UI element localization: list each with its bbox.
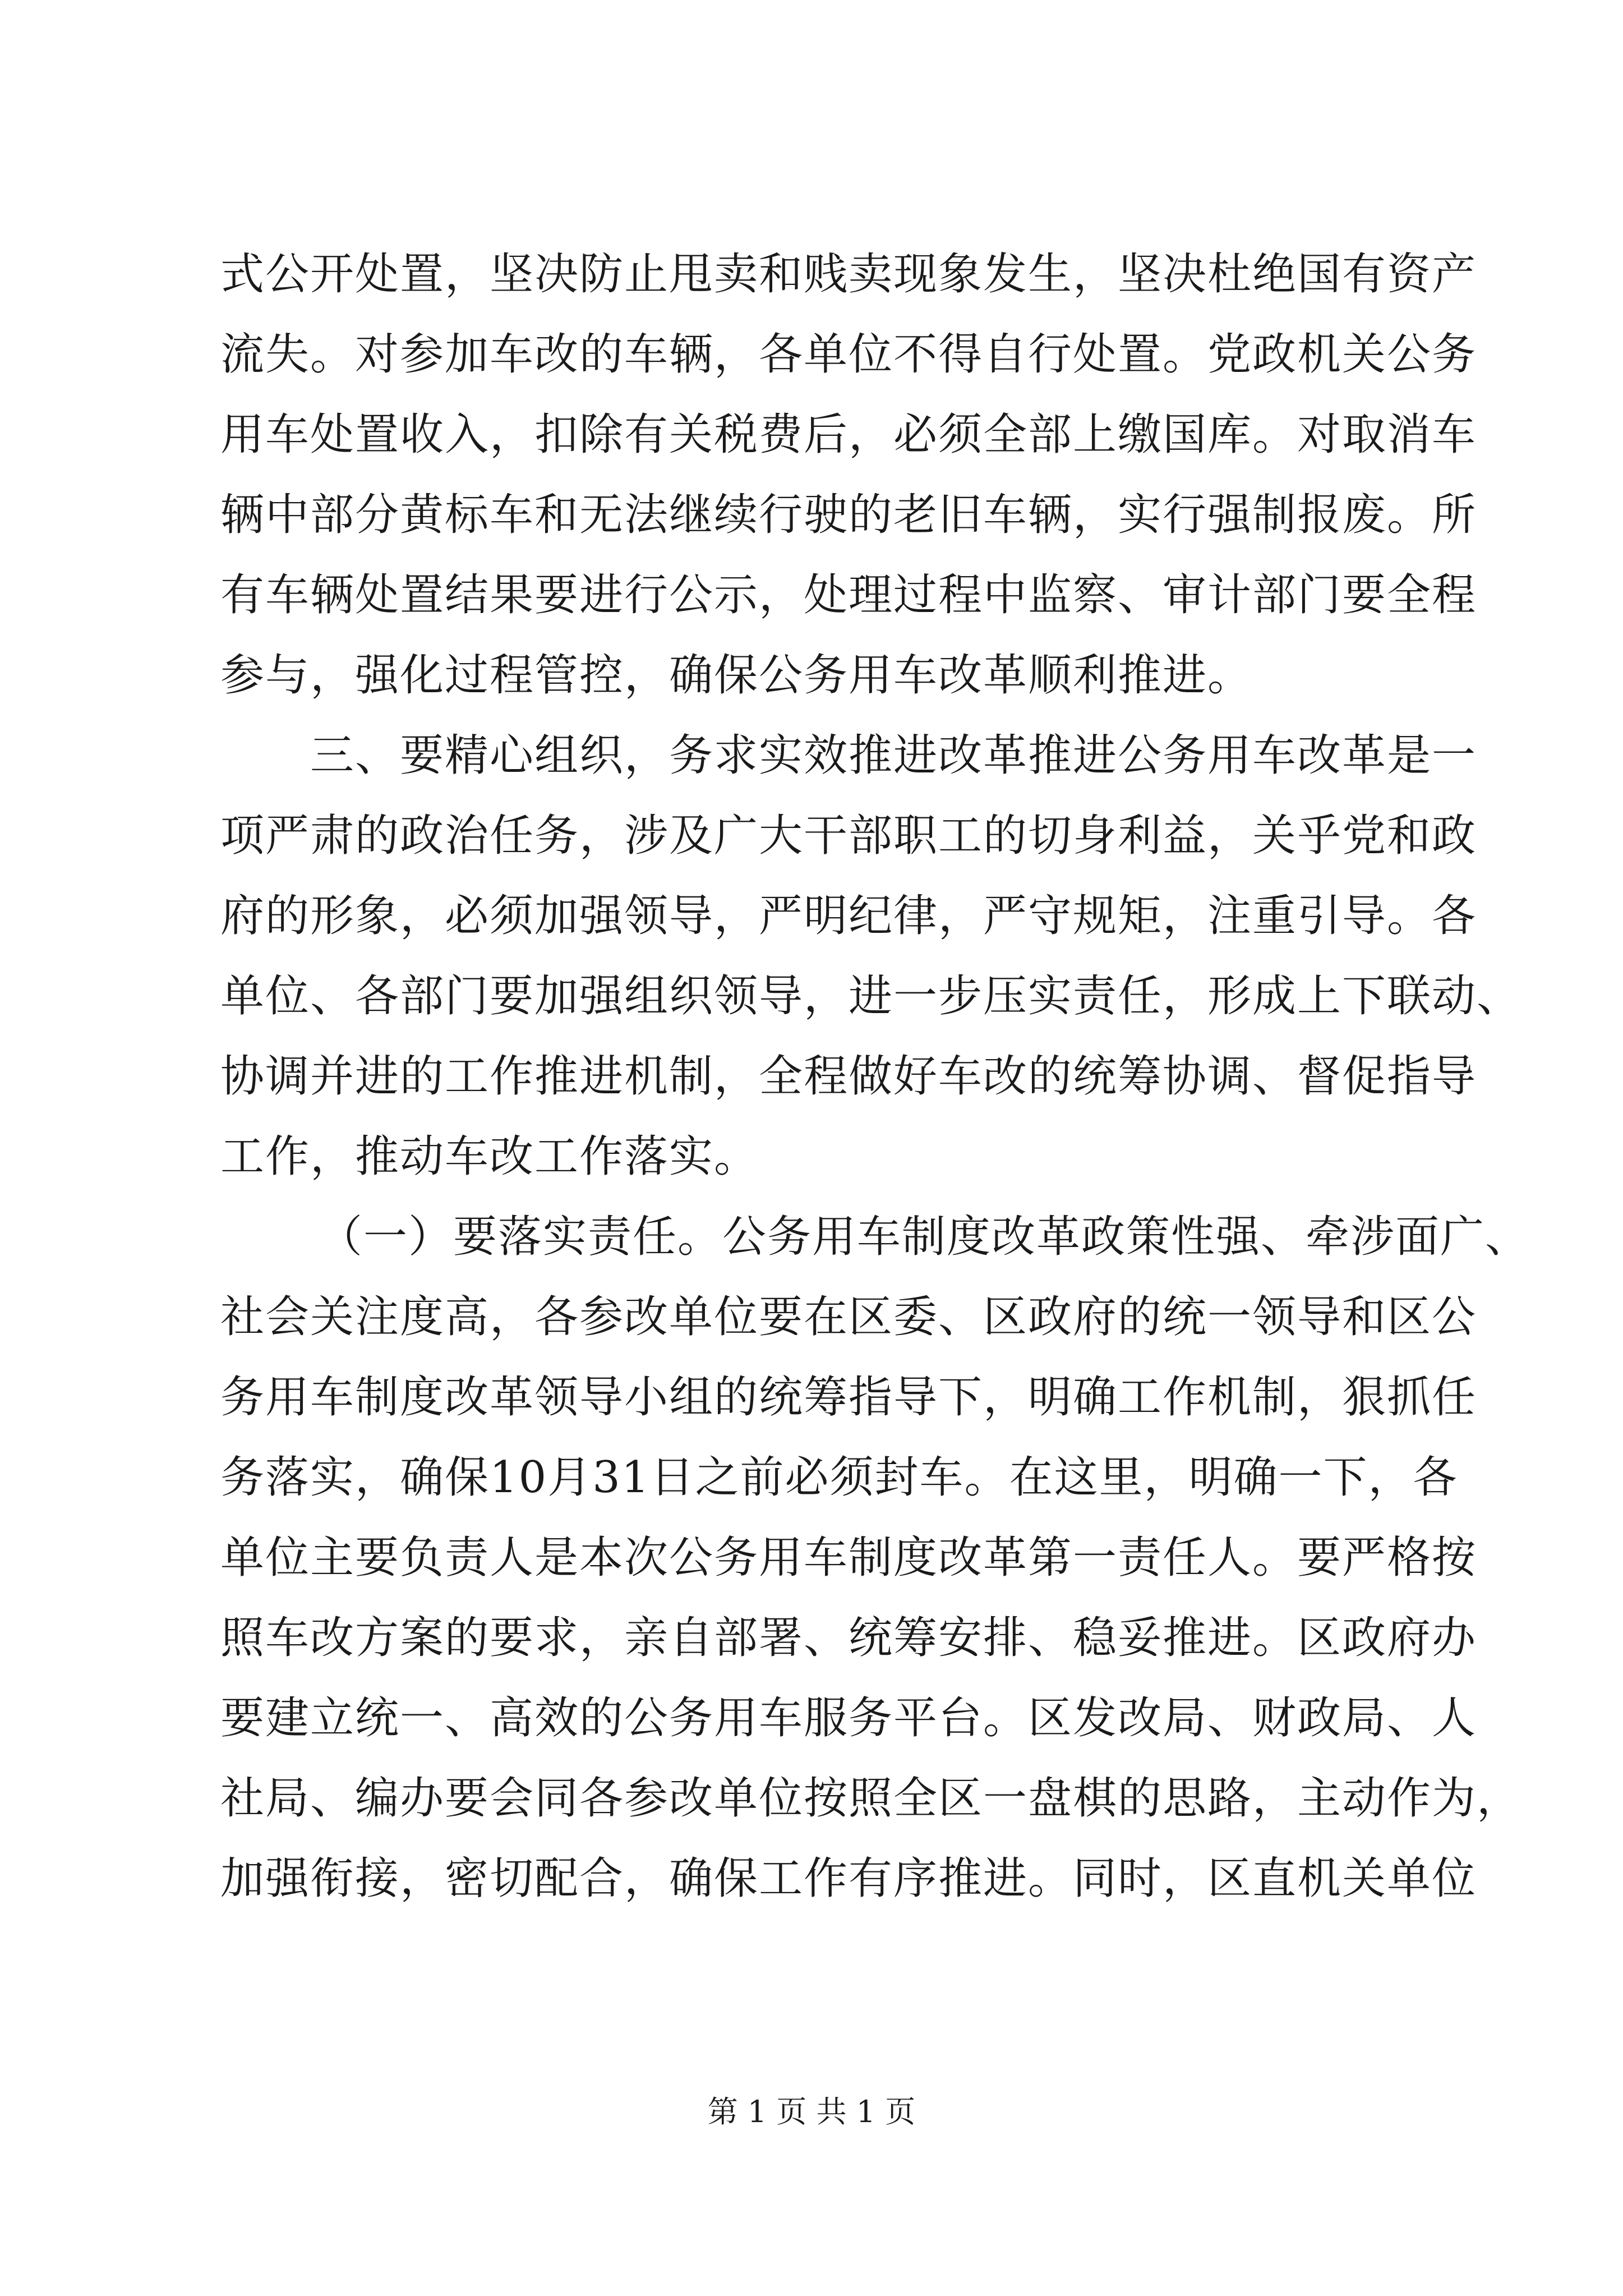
text-line: 协调并进的工作推进机制，全程做好车改的统筹协调、督促指导 bbox=[220, 1051, 1477, 1102]
text-line: 加强衔接，密切配合，确保工作有序推进。同时，区直机关单位 bbox=[220, 1853, 1477, 1904]
text-line: 务落实，确保10月31日之前必须封车。在这里，明确一下，各 bbox=[220, 1452, 1458, 1503]
text-line: 单位、各部门要加强组织领导，进一步压实责任，形成上下联动、 bbox=[220, 971, 1522, 1022]
page-footer bbox=[0, 2092, 1623, 2132]
text-line: 式公开处置，坚决防止甩卖和贱卖现象发生，坚决杜绝国有资产 bbox=[220, 249, 1477, 300]
page-number-label: 第 1 页 共 1 页 bbox=[707, 2094, 916, 2129]
text-line: 工作，推动车改工作落实。 bbox=[220, 1131, 759, 1182]
text-line: （一）要落实责任。公务用车制度改革政策性强、牵涉面广、 bbox=[319, 1212, 1530, 1262]
text-line: 要建立统一、高效的公务用车服务平台。区发改局、财政局、人 bbox=[220, 1693, 1477, 1743]
document-body bbox=[220, 234, 1530, 1919]
text-line: 有车辆处置结果要进行公示，处理过程中监察、审计部门要全程 bbox=[220, 570, 1477, 620]
text-line: 辆中部分黄标车和无法继续行驶的老旧车辆，实行强制报废。所 bbox=[220, 490, 1477, 540]
text-line: 参与，强化过程管控，确保公务用车改革顺利推进。 bbox=[220, 650, 1253, 701]
text-line: 务用车制度改革领导小组的统筹指导下，明确工作机制，狠抓任 bbox=[220, 1372, 1477, 1423]
text-line: 社局、编办要会同各参改单位按照全区一盘棋的思路，主动作为， bbox=[220, 1773, 1522, 1824]
text-line: 照车改方案的要求，亲自部署、统筹安排、稳妥推进。区政府办 bbox=[220, 1613, 1477, 1663]
text-line: 流失。对参加车改的车辆，各单位不得自行处置。党政机关公务 bbox=[220, 329, 1477, 380]
text-line: 社会关注度高，各参改单位要在区委、区政府的统一领导和区公 bbox=[220, 1292, 1477, 1342]
text-line: 用车处置收入，扣除有关税费后，必须全部上缴国库。对取消车 bbox=[220, 409, 1477, 460]
text-line: 项严肃的政治任务，涉及广大干部职工的切身利益，关乎党和政 bbox=[220, 811, 1477, 861]
text-line: 三、要精心组织，务求实效推进改革推进公务用车改革是一 bbox=[310, 730, 1477, 781]
text-line: 单位主要负责人是本次公务用车制度改革第一责任人。要严格按 bbox=[220, 1533, 1477, 1583]
text-line: 府的形象，必须加强领导，严明纪律，严守规矩，注重引导。各 bbox=[220, 891, 1477, 941]
